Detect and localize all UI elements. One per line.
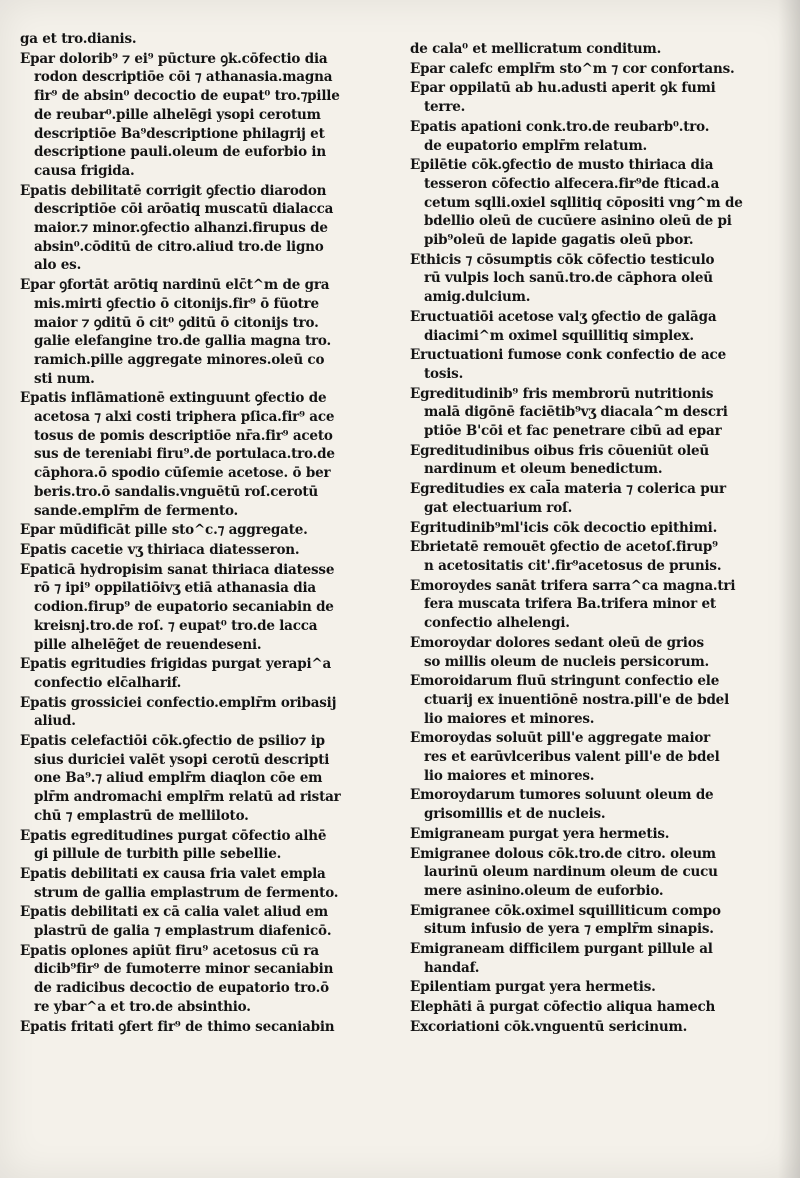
text-line: n acetositatis cit'.fir⁹acetosus de prunis. (424, 557, 722, 574)
text-line: Epatis celefactiōi cōk.ꝯfectio de psilio⁊ ip (20, 733, 325, 750)
text-line: nardinum et oleum benedictum. (424, 461, 663, 478)
text-line: Epar ꝯfortāt arōtiq nardinū elc̄t^m de gra (20, 277, 330, 294)
text-line: absin⁰.cōditū de citro.aliud tro.de ligno (34, 238, 324, 255)
text-line: fera muscata trifera Ba.trifera minor et (424, 596, 716, 613)
text-line: Epatis inflāmationē extinguunt ꝯfectio de (20, 390, 327, 407)
text-line: de reubar⁰.pille alhelēgi ysopi cerotum (34, 106, 321, 123)
left-text-column (20, 30, 390, 1037)
text-line: Emoroidarum fluū stringunt confectio ele (410, 673, 720, 690)
text-line: malā digōnē faciētib⁹vʒ diacala^m descri (424, 404, 728, 421)
text-line: one Ba⁹.⁊ aliud emplr̄m diaqlon cōe em (34, 770, 323, 787)
text-line: tosus de pomis descriptiōe nr̄a.fir⁹ aceto (34, 427, 333, 444)
text-entry (20, 903, 390, 940)
text-entry (410, 845, 782, 901)
text-entry (410, 902, 782, 939)
text-line: de cala⁰ et mellicratum conditum. (410, 41, 662, 57)
text-line: sande.emplr̄m de fermento. (34, 502, 239, 519)
text-entry (20, 827, 390, 864)
text-line: Ethicis ⁊ cōsumptis cōk cōfectio testiculo (410, 251, 715, 268)
text-line: ga et tro.dianis. (20, 31, 137, 47)
text-line: handaf. (424, 959, 480, 976)
text-entry (20, 182, 390, 276)
text-entry (410, 442, 782, 479)
text-line: fir⁹ de absin⁰ decoctio de eupat⁰ tro.⁊pille (34, 88, 340, 105)
text-line: sius duriciei valēt ysopi cerotū descripti (34, 751, 330, 768)
right-text-column (410, 40, 782, 1038)
text-entry (410, 519, 782, 538)
text-entry (410, 825, 782, 844)
text-line: Epar dolorib⁹ ⁊ ei⁹ pūcture ꝯk.cōfectio dia (20, 50, 328, 67)
text-line: maior ⁊ ꝯditū ō cit⁰ ꝯditū ō citonijs tro. (34, 314, 319, 331)
text-line: confectio elc̄alharif. (34, 674, 182, 691)
text-line: rodon descriptiōe cōi ⁊ athanasia.magna (34, 69, 333, 86)
text-line: Epatis egritudies frigidas purgat yerapi^a (20, 656, 332, 673)
text-line: sus de tereniabi firu⁹.de portulaca.tro.de (34, 446, 335, 463)
text-line: Eructuatiōi acetose valʒ ꝯfectio de galāga (410, 308, 717, 325)
text-line: Egritudinib⁹ml'icis cōk decoctio epithimi. (410, 519, 718, 536)
text-line: cetum sqlli.oxiel sqllitiq cōpositi vng^m de (424, 194, 743, 211)
text-line: ctuarij ex inuentiōnē nostra.pill'e de bdel (424, 691, 730, 708)
text-entry (410, 156, 782, 250)
text-line: aliud. (34, 713, 76, 730)
text-entry (410, 1018, 782, 1037)
text-entry (20, 561, 390, 655)
text-line: plr̄m andromachi emplr̄m relatū ad ristar (34, 789, 341, 806)
text-entry (20, 541, 390, 560)
text-line: alo es. (34, 257, 82, 274)
text-line: strum de gallia emplastrum de fermento. (34, 884, 339, 901)
text-line: gi pillule de turbith pille sebellie. (34, 846, 282, 863)
text-entry (410, 786, 782, 823)
text-line: de radicibus decoctio de eupatorio tro.ō (34, 980, 329, 997)
text-line: Emigraneam purgat yera hermetis. (410, 825, 670, 842)
text-line: Emoroydarum tumores soluunt oleum de (410, 787, 714, 804)
text-line: kreisnj.tro.de roſ. ⁊ eupat⁰ tro.de lacca (34, 617, 318, 634)
text-entry (20, 942, 390, 1017)
text-entry (410, 729, 782, 785)
text-entry (20, 521, 390, 540)
text-line: re ybar^a et tro.de absinthio. (34, 998, 251, 1015)
text-line: cāphora.ō spodio cūſemie acetose. ō ber (34, 465, 331, 482)
text-line: Epatis debilitatē corrigit ꝯfectio diarodon (20, 182, 327, 199)
text-line: Egreditudinibus oibus fris cōueniūt oleū (410, 442, 710, 459)
text-entry (410, 998, 782, 1017)
text-line: maior.⁊ minor.ꝯfectio alhanzi.firupus de (34, 220, 328, 237)
text-line: causa frigida. (34, 162, 135, 179)
text-entry (410, 40, 782, 59)
text-line: laurinū oleum nardinum oleum de cucu (424, 864, 718, 881)
text-entry (20, 732, 390, 826)
text-line: descriptiōe cōi arōatiq muscatū dialacca (34, 201, 334, 218)
page-edge-shadow (778, 0, 800, 1178)
text-line: Emigraneam difficilem purgant pillule al (410, 941, 713, 958)
text-entry (410, 308, 782, 345)
text-line: codion.firup⁹ de eupatorio secaniabin de (34, 599, 334, 616)
text-entry (410, 978, 782, 997)
text-line: galie elefangine tro.de gallia magna tro. (34, 333, 331, 350)
text-line: Excoriationi cōk.vnguentū sericinum. (410, 1018, 688, 1035)
text-line: Epatis grossiciei confectio.emplr̄m oribasij (20, 694, 337, 711)
text-line: Epar calefc emplr̄m sto^m ⁊ cor confortans. (410, 60, 735, 77)
text-line: Egreditudinib⁹ fris membrorū nutritionis (410, 385, 714, 402)
text-entry (410, 251, 782, 307)
text-line: ptiōe B'cōi et fac penetrare cibū ad epar (424, 423, 722, 440)
text-line: situm infusio de yera ⁊ emplr̄m sinapis. (424, 921, 714, 938)
text-line: Epilentiam purgat yera hermetis. (410, 979, 656, 996)
text-line: diacimi^m oximel squillitiq simplex. (424, 327, 694, 344)
text-line: Emoroydar dolores sedant oleū de grios (410, 634, 704, 651)
text-line: Emigranee cōk.oximel squilliticum compo (410, 902, 721, 919)
text-line: pille alhelēg̃et de reuendeseni. (34, 636, 262, 653)
text-line: Epatis debilitati ex causa fria valet empla (20, 865, 326, 882)
text-entry (20, 655, 390, 692)
text-line: mis.mirti ꝯfectio ō citonijs.fir⁹ ō fūotre (34, 295, 319, 312)
text-entry (410, 480, 782, 517)
text-line: Egreditudies ex cal̄a materia ⁊ colerica pur (410, 481, 726, 498)
text-line: bdellio oleū de cucūere asinino oleū de pi (424, 213, 732, 230)
text-entry (410, 538, 782, 575)
text-entry (20, 1018, 390, 1037)
text-line: Emoroydas soluūt pill'e aggregate maior (410, 730, 711, 747)
text-line: de eupatorio emplr̄m relatum. (424, 137, 648, 154)
text-line: Epatis egreditudines purgat cōfectio alhē (20, 827, 327, 844)
text-entry (410, 385, 782, 441)
text-entry (410, 79, 782, 116)
text-line: sti num. (34, 370, 95, 387)
text-entry (410, 60, 782, 79)
text-line: Eructuationi fumose conk confectio de ace (410, 347, 726, 364)
text-line: terre. (424, 99, 466, 116)
text-line: tesseron cōfectio alfecera.fir⁹de fticad.a (424, 175, 720, 192)
text-line: Emigranee dolous cōk.tro.de citro. oleum (410, 845, 716, 862)
text-line: res et earūvlceribus valent pill'e de bdel (424, 749, 720, 766)
text-line: amig.dulcium. (424, 289, 531, 306)
text-line: Epatis apationi conk.tro.de reubarb⁰.tro. (410, 118, 710, 135)
text-entry (410, 118, 782, 155)
text-line: lio maiores et minores. (424, 710, 595, 727)
text-entry (20, 865, 390, 902)
text-entry (20, 50, 390, 181)
text-line: plastrū de galia ⁊ emplastrum diafenicō. (34, 923, 332, 940)
text-line: pib⁹oleū de lapide gagatis oleū pbor. (424, 232, 694, 249)
text-entry (410, 672, 782, 728)
text-line: rū vulpis loch sanū.tro.de cāphora oleū (424, 270, 713, 287)
text-line: tosis. (424, 365, 464, 382)
text-line: Epar mūdificāt pille sto^c.⁊ aggregate. (20, 522, 308, 539)
text-line: mere asinino.oleum de euforbio. (424, 882, 664, 899)
text-line: so millis oleum de nucleis persicorum. (424, 653, 710, 670)
text-entry (410, 577, 782, 633)
text-entry (20, 276, 390, 388)
text-line: Elephāti ā purgat cōfectio aliqua hamech (410, 999, 716, 1016)
text-line: chū ⁊ emplastrū de melliloto. (34, 807, 249, 824)
text-line: beris.tro.ō sandalis.vnguētū roſ.cerotū (34, 483, 319, 500)
text-line: lio maiores et minores. (424, 767, 595, 784)
text-line: Epilētie cōk.ꝯfectio de musto thiriaca dia (410, 157, 714, 174)
text-entry (20, 30, 390, 49)
text-line: gat electuarium roſ. (424, 499, 573, 516)
text-line: rō ⁊ ipi⁹ oppilatiōivʒ etiā athanasia dia (34, 580, 316, 597)
text-line: descriptiōe Ba⁹descriptione philagrij et (34, 125, 325, 142)
text-line: confectio alhelengi. (424, 615, 570, 632)
text-line: Epatis debilitati ex cā calia valet aliud em (20, 904, 328, 921)
text-entry (410, 346, 782, 383)
text-line: Epaticā hydropisim sanat thiriaca diatesse (20, 561, 335, 578)
text-line: Emoroydes sanāt trifera sarra^ca magna.tri (410, 577, 736, 594)
text-line: Ebrietatē remouēt ꝯfectio de acetoſ.firup⁹ (410, 539, 718, 556)
text-line: ramich.pille aggregate minores.oleū co (34, 351, 325, 368)
text-entry (410, 940, 782, 977)
text-line: grisomillis et de nucleis. (424, 806, 606, 823)
text-line: descriptione pauli.oleum de euforbio in (34, 144, 326, 161)
text-line: Epatis oplones apiūt firu⁹ acetosus cū ra (20, 942, 319, 959)
text-line: Epatis cacetie vʒ thiriaca diatesseron. (20, 541, 300, 558)
text-entry (20, 389, 390, 520)
text-line: Epar oppilatū ab hu.adusti aperit ꝯk fumi (410, 80, 716, 97)
text-line: Epatis fritati ꝯfert fir⁹ de thimo secaniabin (20, 1018, 335, 1035)
text-entry (20, 694, 390, 731)
text-line: acetosa ⁊ alxi costi triphera pſica.fir⁹ ace (34, 409, 335, 426)
text-line: dicib⁹fir⁹ de fumoterre minor secaniabin (34, 961, 334, 978)
text-entry (410, 634, 782, 671)
